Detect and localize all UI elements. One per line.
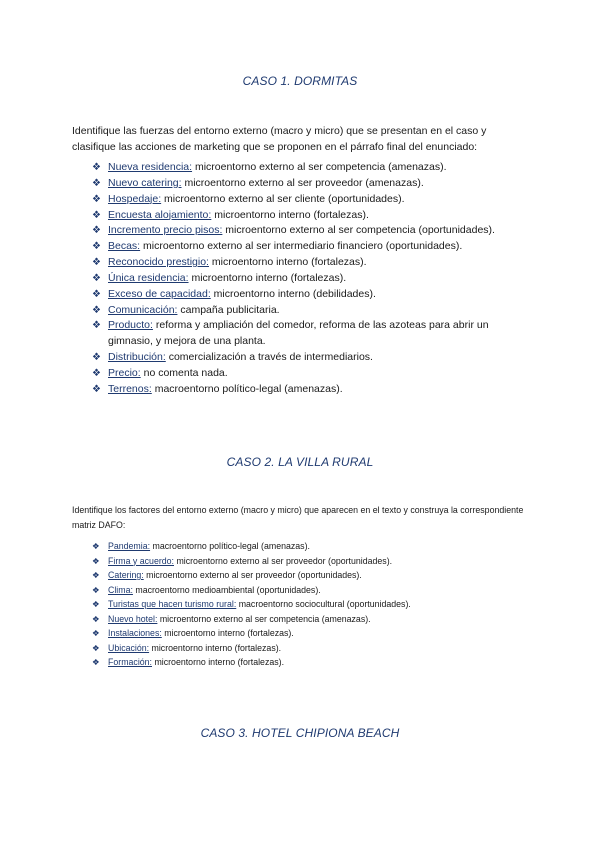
list-item <box>72 583 532 598</box>
list-item <box>72 318 532 350</box>
item-description: comercialización a través de intermediarios. <box>165 351 373 364</box>
diamond-bullet-icon: ❖ <box>92 555 100 566</box>
item-term: Precio: <box>108 366 141 379</box>
item-term: Incremento precio pisos: <box>108 224 223 237</box>
diamond-bullet-icon: ❖ <box>92 241 101 253</box>
item-term: Hospedaje: <box>108 192 162 205</box>
list-item <box>72 287 532 303</box>
diamond-bullet-icon: ❖ <box>92 584 100 595</box>
item-description: reforma y ampliación del comedor, reforma de las azoteas para abrir un gimnasio, y mejora de una planta. <box>108 319 489 348</box>
list-item <box>72 597 532 612</box>
list-item <box>72 568 532 583</box>
item-term: Reconocido prestigio: <box>108 256 209 269</box>
diamond-bullet-icon: ❖ <box>92 541 100 551</box>
list-item <box>72 626 532 641</box>
list-item <box>72 239 532 255</box>
list-item <box>72 223 532 239</box>
diamond-bullet-icon: ❖ <box>92 642 100 653</box>
list-item <box>72 192 532 208</box>
list-item <box>72 554 532 569</box>
item-description: macroentorno político-legal (amenazas). <box>150 541 310 551</box>
diamond-bullet-icon: ❖ <box>92 209 101 221</box>
item-description: macroentorno sociocultural (oportunidades). <box>236 599 411 610</box>
item-term: Comunicación: <box>108 303 178 316</box>
list-item <box>72 271 532 287</box>
item-term: Encuesta alojamiento: <box>108 208 212 221</box>
item-description: microentorno externo al ser competencia (amenazas). <box>192 161 447 173</box>
diamond-bullet-icon: ❖ <box>92 162 101 173</box>
diamond-bullet-icon: ❖ <box>92 628 100 639</box>
item-term: Ubicación: <box>108 642 150 653</box>
item-term: Formación: <box>108 657 152 668</box>
diamond-bullet-icon: ❖ <box>92 177 101 189</box>
list-item <box>72 612 532 627</box>
item-description: microentorno interno (fortalezas). <box>188 271 347 284</box>
diamond-bullet-icon: ❖ <box>92 272 101 284</box>
list-item <box>72 350 532 366</box>
item-term: Nuevo catering: <box>108 176 182 189</box>
diamond-bullet-icon: ❖ <box>92 288 101 300</box>
item-term: Exceso de capacidad: <box>108 287 211 300</box>
diamond-bullet-icon: ❖ <box>92 320 101 332</box>
item-description: microentorno interno (fortalezas). <box>149 642 282 653</box>
diamond-bullet-icon: ❖ <box>92 304 101 316</box>
item-description: microentorno interno (debilidades). <box>210 287 376 300</box>
item-description: microentorno externo al ser competencia (amenazas). <box>157 613 371 624</box>
item-description: microentorno interno (fortalezas). <box>152 657 285 668</box>
diamond-bullet-icon: ❖ <box>92 657 100 668</box>
diamond-bullet-icon: ❖ <box>92 383 101 395</box>
item-term: Instalaciones: <box>108 628 162 639</box>
list-item <box>72 655 532 670</box>
list-item <box>72 303 532 319</box>
item-description: microentorno externo al ser proveedor (oportunidades). <box>143 570 362 581</box>
list-item <box>72 641 532 656</box>
item-term: Nueva residencia: <box>108 161 193 173</box>
diamond-bullet-icon: ❖ <box>92 193 101 205</box>
diamond-bullet-icon: ❖ <box>92 570 100 581</box>
item-term: Clima: <box>108 584 133 595</box>
item-description: microentorno externo al ser intermediario financiero (oportunidades). <box>140 240 463 253</box>
case2-intro: Identifique los factores del entorno externo (macro y micro) que aparecen en el texto y construya la correspondiente matriz DAFO: <box>72 505 524 530</box>
diamond-bullet-icon: ❖ <box>92 367 101 379</box>
diamond-bullet-icon: ❖ <box>92 225 101 237</box>
item-term: Turistas que hacen turismo rural: <box>108 599 237 610</box>
item-term: Pandemia: <box>108 541 151 551</box>
item-description: macroentorno medioambiental (oportunidades). <box>132 584 321 595</box>
item-description: microentorno externo al ser competencia (oportunidades). <box>222 224 495 237</box>
item-description: microentorno externo al ser proveedor (amenazas). <box>181 176 424 189</box>
item-description: microentorno externo al ser proveedor (oportunidades). <box>174 555 393 566</box>
diamond-bullet-icon: ❖ <box>92 599 100 610</box>
list-item <box>72 539 532 554</box>
case3-title: CASO 3. HOTEL CHIPIONA BEACH <box>200 726 400 740</box>
item-description: microentorno interno (fortalezas). <box>208 256 367 269</box>
case2-title: CASO 2. LA VILLA RURAL <box>226 455 374 469</box>
item-term: Becas: <box>108 240 141 253</box>
item-description: no comenta nada. <box>140 366 228 379</box>
case1-intro: Identifique las fuerzas del entorno externo (macro y micro) que se presentan en el caso y clasifique las acciones de marketing que se proponen en el párrafo final del enunciado: <box>72 125 487 153</box>
list-item <box>72 255 532 271</box>
diamond-bullet-icon: ❖ <box>92 613 100 624</box>
list-item <box>72 366 532 382</box>
diamond-bullet-icon: ❖ <box>92 352 101 364</box>
item-term: Firma y acuerdo: <box>108 555 174 566</box>
item-description: campaña publicitaria. <box>177 303 280 316</box>
list-item <box>72 160 532 176</box>
list-item <box>72 208 532 224</box>
item-term: Única residencia: <box>108 271 189 284</box>
item-description: microentorno interno (fortalezas). <box>211 208 369 221</box>
list-item <box>72 382 532 398</box>
case1-list <box>72 160 532 398</box>
list-item <box>72 176 532 192</box>
diamond-bullet-icon: ❖ <box>92 257 101 269</box>
case1-title: CASO 1. DORMITAS <box>242 74 358 88</box>
item-description: microentorno interno (fortalezas). <box>161 628 294 639</box>
item-term: Distribución: <box>108 351 166 364</box>
item-term: Producto: <box>108 319 153 332</box>
item-description: microentorno externo al ser cliente (oportunidades). <box>161 192 405 205</box>
case2-list <box>72 539 532 670</box>
item-term: Nuevo hotel: <box>108 613 158 624</box>
item-description: macroentorno político-legal (amenazas). <box>151 382 343 395</box>
item-term: Terrenos: <box>108 382 152 395</box>
item-term: Catering: <box>108 570 144 581</box>
